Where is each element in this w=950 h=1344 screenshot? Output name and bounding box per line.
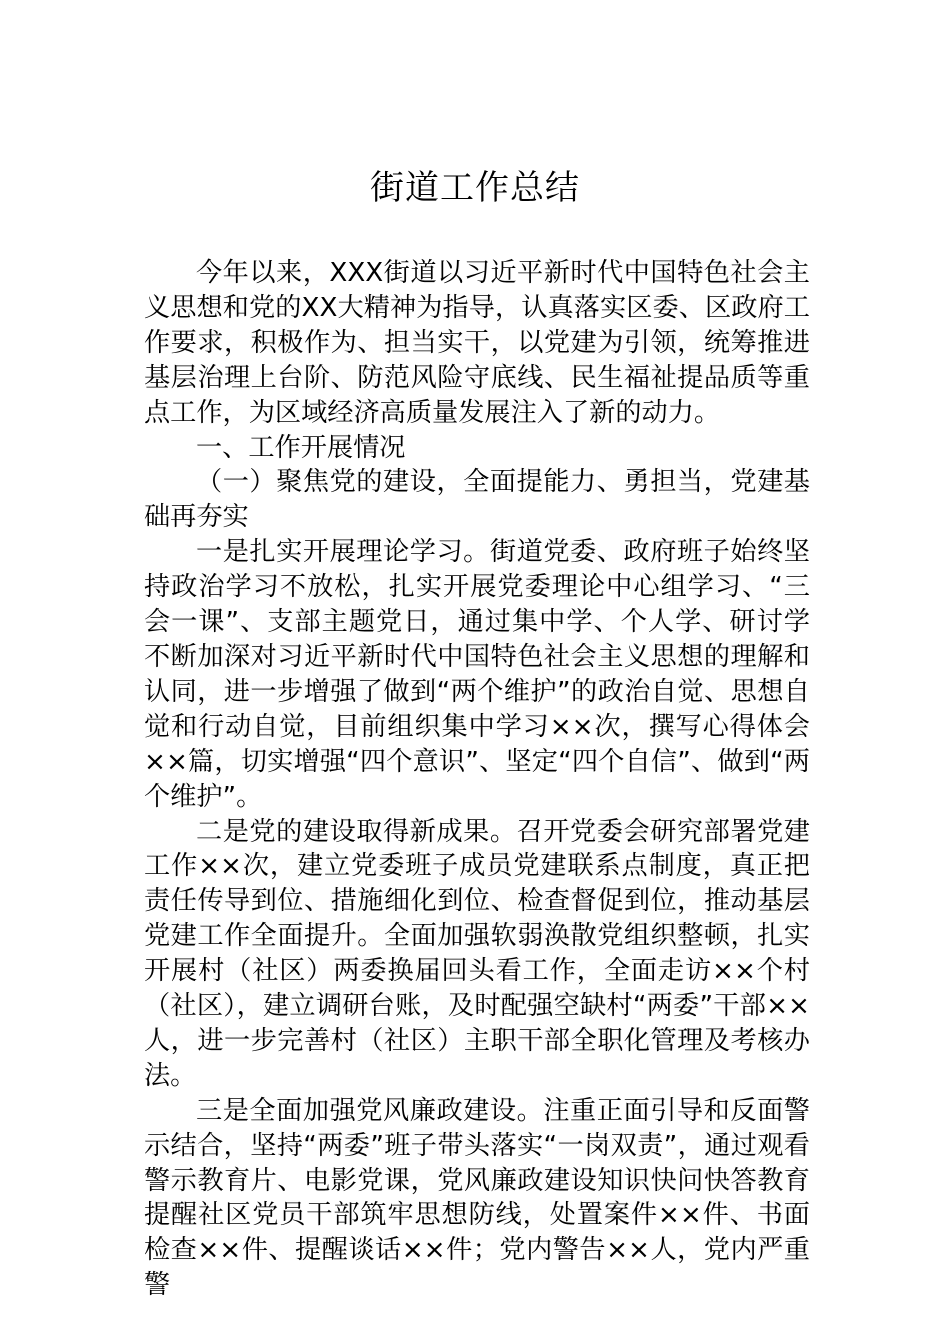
document-body xyxy=(144,256,810,1303)
document-title: 街道工作总结 xyxy=(370,168,580,208)
paragraph-party-building: 二是党的建设取得新成果。召开党委会研究部署党建工作××次，建立党委班子成员党建联系点制度，真正把责任传导到位、措施细化到位、检查督促到位，推动基层党建工作全面提升。全面加强软弱涣散党组织整顿，扎实开展村（社区）两委换届回头看工作，全面走访××个村（社区），建立调研台账，及时配强空缺村“两委”干部××人，进一步完善村（社区）主职干部全职化管理及考核办法。 xyxy=(144,816,810,1091)
paragraph-intro: 今年以来，XXX街道以习近平新时代中国特色社会主义思想和党的XX大精神为指导，认真落实区委、区政府工作要求，积极作为、担当实干，以党建为引领，统筹推进基层治理上台阶、防范风险守底线、民生福祉提品质等重点工作，为区域经济高质量发展注入了新的动力。 xyxy=(144,258,810,428)
section-heading: 一、工作开展情况 xyxy=(196,432,406,463)
subsection-heading: （一）聚焦党的建设，全面提能力、勇担当，党建基础再夯实 xyxy=(144,467,810,533)
paragraph-integrity: 三是全面加强党风廉政建设。注重正面引导和反面警示结合，坚持“两委”班子带头落实“一岗双责”，通过观看警示教育片、电影党课，党风廉政建设知识快问快答教育提醒社区党员干部筑牢思想防线，处置案件××件、书面检查××件、提醒谈话××件；党内警告××人，党内严重警 xyxy=(144,1095,810,1301)
paragraph-theory-study: 一是扎实开展理论学习。街道党委、政府班子始终坚持政治学习不放松，扎实开展党委理论中心组学习、“三会一课”、支部主题党日，通过集中学、个人学、研讨学不断加深对习近平新时代中国特色社会主义思想的理解和认同，进一步增强了做到“两个维护”的政治自觉、思想自觉和行动自觉，目前组织集中学习××次，撰写心得体会××篇，切实增强“四个意识”、坚定“四个自信”、做到“两个维护”。 xyxy=(144,537,810,812)
